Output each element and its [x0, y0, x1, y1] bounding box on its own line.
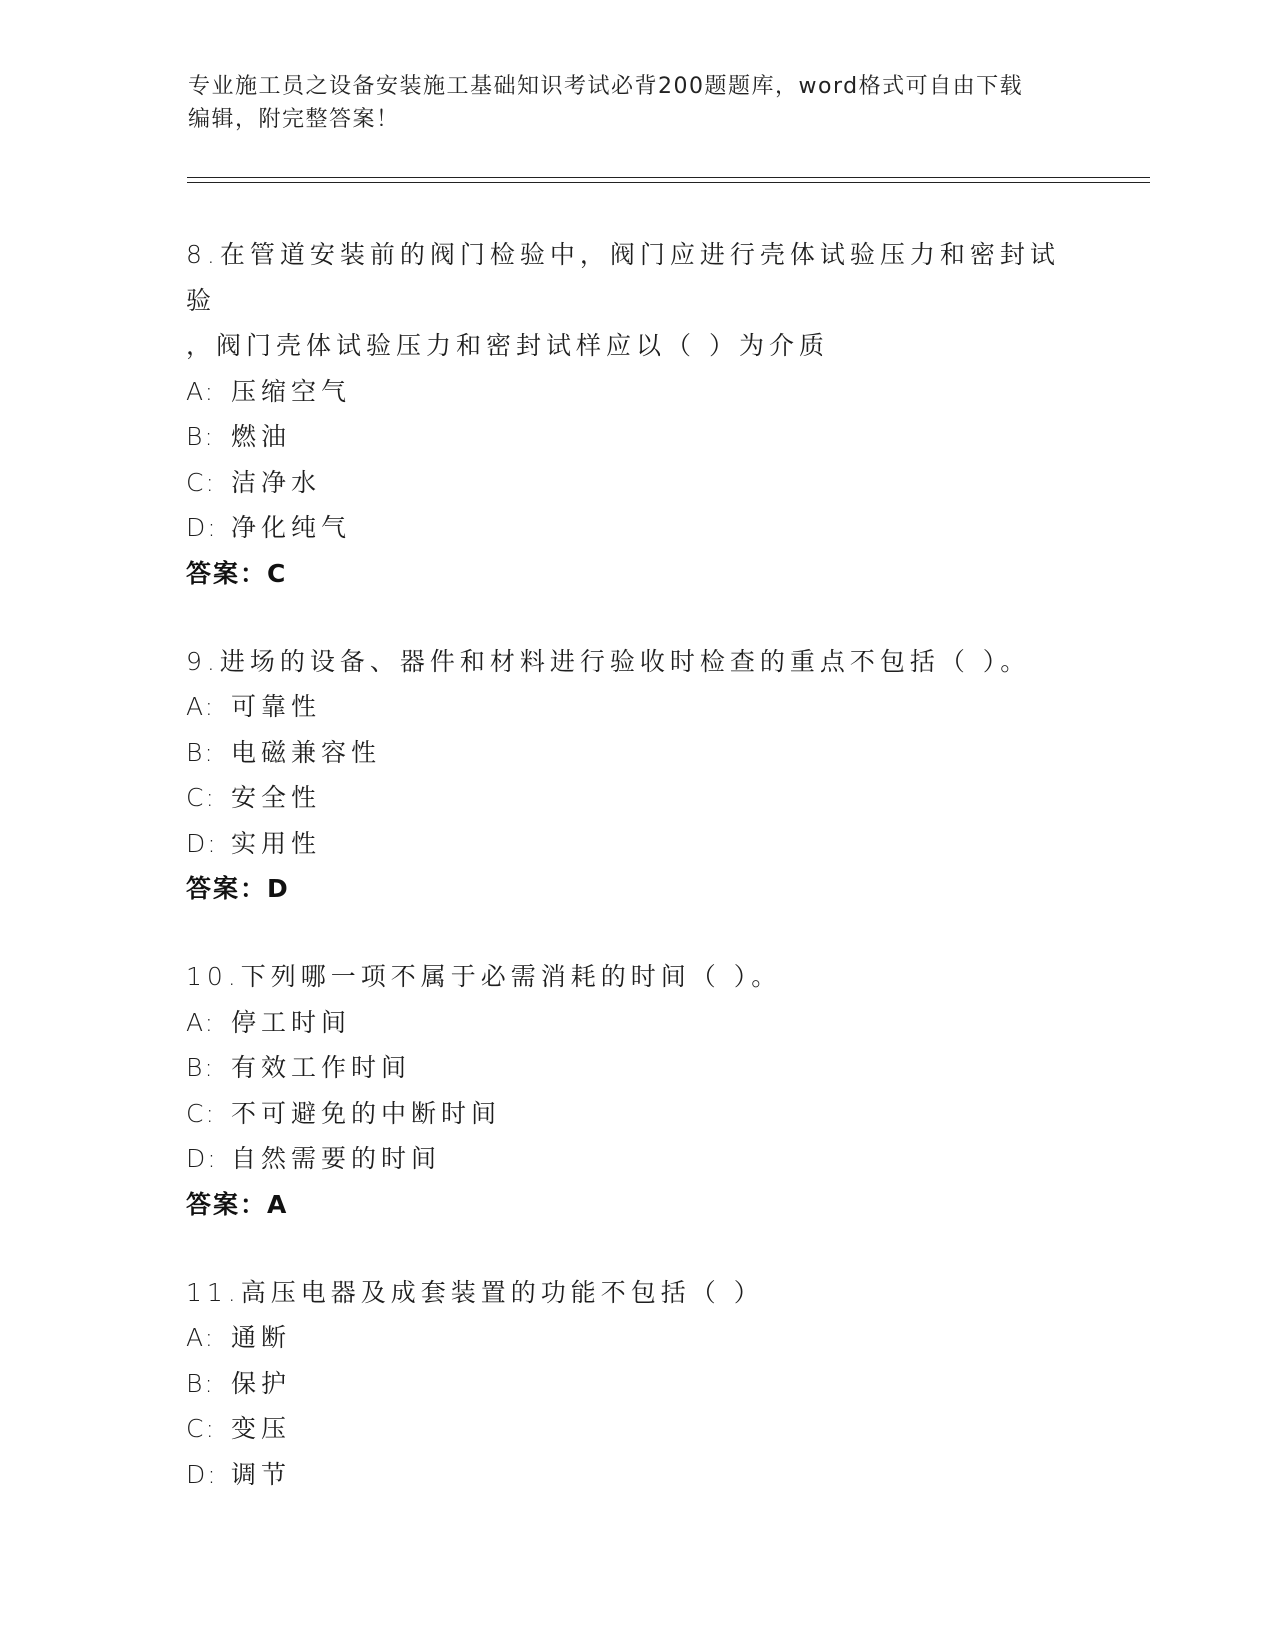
option-text: 自然需要的时间	[231, 1144, 442, 1173]
option-letter: C:	[186, 467, 216, 497]
option-b	[186, 1045, 1086, 1091]
option-c	[186, 1406, 1086, 1452]
option-text: 安全性	[231, 783, 322, 812]
option-letter: A:	[186, 692, 216, 721]
option-letter: D:	[186, 1144, 218, 1173]
option-text: 实用性	[231, 828, 322, 858]
header-divider-bottom	[187, 182, 1150, 183]
option-c	[186, 1091, 1086, 1137]
option-letter: C:	[186, 1098, 216, 1128]
question-list	[186, 232, 1086, 1539]
option-letter: C:	[186, 783, 216, 812]
option-a	[186, 1000, 1086, 1046]
option-d	[186, 821, 1086, 867]
option-letter: D:	[186, 828, 218, 858]
option-letter: D:	[186, 1459, 218, 1489]
option-letter: C:	[186, 1414, 216, 1443]
option-text: 停工时间	[231, 1007, 352, 1037]
option-text: 燃油	[231, 422, 292, 451]
header-divider-top	[187, 177, 1150, 178]
option-text: 不可避免的中断时间	[231, 1098, 502, 1128]
option-c	[186, 460, 1086, 506]
option-letter: A:	[186, 1007, 216, 1037]
option-letter: B:	[186, 737, 215, 767]
question-stem-line: 10.下列哪一项不属于必需消耗的时间（ ）。	[186, 962, 782, 991]
option-text: 可靠性	[231, 692, 322, 721]
option-letter: B:	[186, 1053, 215, 1082]
option-a	[186, 1315, 1086, 1361]
question-stem-line: 8.在管道安装前的阀门检验中，阀门应进行壳体试验压力和密封试验	[186, 240, 1060, 315]
option-letter: D:	[186, 513, 218, 542]
option-letter: B:	[186, 1368, 215, 1398]
option-text: 有效工作时间	[231, 1053, 412, 1082]
answer-label: 答案：D	[186, 874, 290, 903]
option-a	[186, 369, 1086, 415]
option-d	[186, 505, 1086, 551]
document-header	[188, 70, 1088, 136]
option-text: 变压	[231, 1414, 292, 1443]
option-letter: B:	[186, 422, 215, 451]
option-a	[186, 684, 1086, 730]
header-line-1: 专业施工员之设备安装施工基础知识考试必背200题题库，word格式可自由下载	[188, 74, 1024, 99]
option-text: 洁净水	[231, 467, 322, 497]
option-c	[186, 775, 1086, 821]
option-text: 调节	[231, 1459, 292, 1489]
question-9	[186, 639, 1086, 913]
question-11	[186, 1270, 1086, 1498]
question-10	[186, 954, 1086, 1228]
option-d	[186, 1136, 1086, 1182]
option-letter: A:	[186, 376, 216, 406]
option-b	[186, 730, 1086, 776]
option-b	[186, 414, 1086, 460]
option-text: 保护	[231, 1368, 292, 1398]
option-b	[186, 1361, 1086, 1407]
answer-label: 答案：A	[186, 1189, 289, 1219]
option-text: 通断	[231, 1323, 292, 1352]
option-d	[186, 1452, 1086, 1498]
option-text: 压缩空气	[231, 376, 352, 406]
header-line-2: 编辑，附完整答案！	[188, 107, 400, 132]
option-letter: A:	[186, 1323, 216, 1352]
answer-label: 答案：C	[186, 558, 288, 588]
question-stem-line: ，阀门壳体试验压力和密封试样应以（ ）为介质	[186, 331, 829, 360]
option-text: 电磁兼容性	[231, 737, 382, 767]
question-stem-line: 11.高压电器及成套装置的功能不包括（ ）	[186, 1277, 764, 1307]
question-stem-line: 9.进场的设备、器件和材料进行验收时检查的重点不包括（ ）。	[186, 646, 1031, 676]
question-8	[186, 232, 1086, 597]
option-text: 净化纯气	[231, 513, 352, 542]
